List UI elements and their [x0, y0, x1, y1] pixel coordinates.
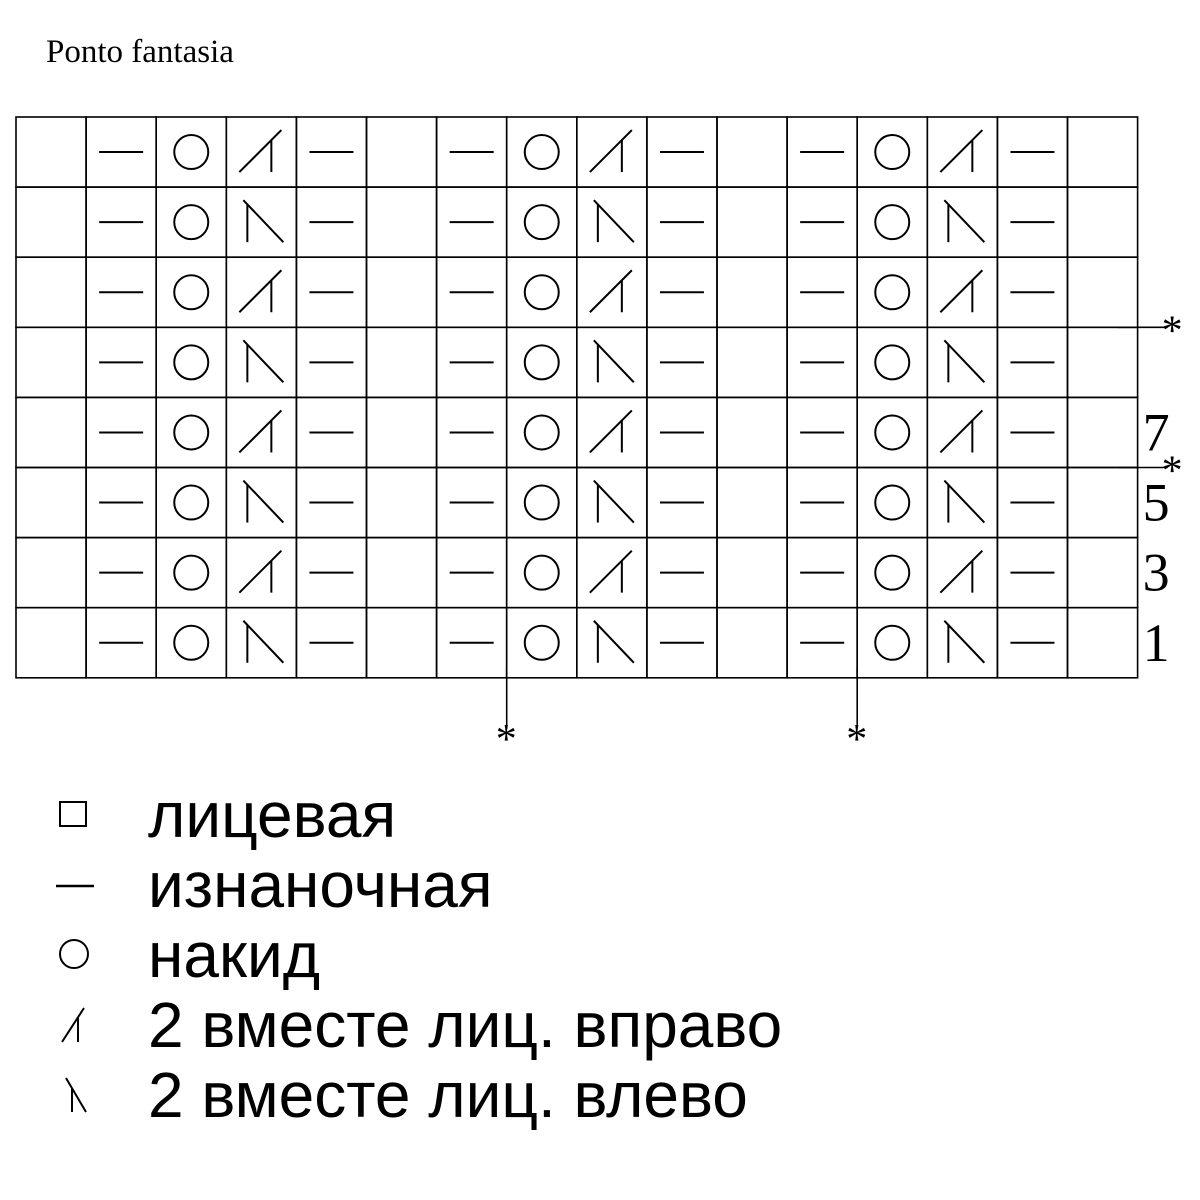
chart-cell	[577, 468, 647, 538]
chart-cell	[226, 468, 296, 538]
chart-cell	[857, 327, 927, 397]
chart-cell	[927, 397, 997, 467]
chart-cell	[367, 538, 437, 608]
chart-cell	[156, 608, 226, 678]
k2tog-left-symbol	[594, 481, 634, 523]
k2tog-left-symbol	[944, 200, 984, 242]
yarn-over-symbol	[174, 275, 208, 309]
chart-cell	[857, 257, 927, 327]
chart-cell	[577, 327, 647, 397]
yarn-over-symbol	[525, 415, 559, 449]
chart-cell	[226, 257, 296, 327]
k2tog-right-symbol	[590, 551, 632, 593]
chart-cell	[507, 187, 577, 257]
k2tog-right-symbol	[590, 130, 632, 172]
yarn-over-symbol	[525, 135, 559, 169]
k2tog-right-symbol	[590, 270, 632, 312]
k2tog-left-symbol	[243, 481, 283, 523]
chart-cell	[507, 397, 577, 467]
chart-cell	[367, 327, 437, 397]
k2tog-right-symbol	[940, 410, 982, 452]
chart-cell	[156, 397, 226, 467]
chart-cell	[226, 327, 296, 397]
square-icon	[50, 790, 110, 840]
chart-cell	[507, 117, 577, 187]
chart-title: Ponto fantasia	[46, 34, 234, 70]
chart-cell	[367, 608, 437, 678]
k2tog-left-symbol	[243, 621, 283, 663]
chart-cell	[367, 257, 437, 327]
chart-cell	[367, 187, 437, 257]
chart-cell	[1068, 397, 1138, 467]
chart-cell	[1068, 538, 1138, 608]
legend-label-yarn-over: накид	[148, 919, 321, 991]
yarn-over-symbol	[174, 135, 208, 169]
circle-icon	[50, 930, 110, 980]
chart-cell	[577, 117, 647, 187]
k2tog-left-symbol	[944, 481, 984, 523]
chart-cell	[507, 538, 577, 608]
yarn-over-symbol	[875, 626, 909, 660]
legend	[50, 780, 1150, 1130]
yarn-over-symbol	[875, 135, 909, 169]
row-number: 5	[1142, 472, 1170, 533]
chart-cell	[857, 397, 927, 467]
yarn-over-symbol	[174, 205, 208, 239]
chart-cell	[577, 187, 647, 257]
yarn-over-symbol	[875, 345, 909, 379]
chart-cell	[156, 327, 226, 397]
legend-label-purl: изнаночная	[148, 849, 493, 921]
dash-icon	[50, 860, 110, 910]
chart-cell	[226, 187, 296, 257]
chart-cell	[507, 327, 577, 397]
chart-cell	[717, 187, 787, 257]
chart-cell	[1068, 257, 1138, 327]
chart-cell	[577, 608, 647, 678]
chart-cell	[1068, 117, 1138, 187]
chart-cell	[156, 117, 226, 187]
k2tog-right-symbol	[590, 410, 632, 452]
k2tog-left-symbol	[944, 621, 984, 663]
k2tog-right-symbol	[940, 270, 982, 312]
k2tog-right-symbol	[239, 130, 281, 172]
yarn-over-symbol	[875, 415, 909, 449]
left-decrease-icon	[50, 1070, 110, 1120]
chart-cell	[577, 397, 647, 467]
chart-cell	[16, 397, 86, 467]
legend-label-k2tog-left: 2 вместе лиц. влево	[148, 1059, 748, 1131]
chart-cell	[16, 538, 86, 608]
chart-cell	[226, 117, 296, 187]
chart-cell	[717, 327, 787, 397]
chart-cell	[577, 257, 647, 327]
chart-cell	[717, 468, 787, 538]
row-number: 3	[1142, 542, 1170, 603]
chart-cell	[857, 538, 927, 608]
yarn-over-symbol	[174, 626, 208, 660]
legend-item-k2tog-right	[50, 990, 1150, 1060]
chart-cell	[927, 468, 997, 538]
right-decrease-icon	[50, 1000, 110, 1050]
chart-cell	[1068, 468, 1138, 538]
chart-cell	[16, 468, 86, 538]
chart-cell	[717, 257, 787, 327]
k2tog-right-symbol	[940, 130, 982, 172]
chart-cell	[927, 327, 997, 397]
yarn-over-symbol	[525, 345, 559, 379]
yarn-over-symbol	[174, 556, 208, 590]
chart-cell	[927, 187, 997, 257]
yarn-over-symbol	[174, 415, 208, 449]
chart-cell	[16, 117, 86, 187]
chart-cell	[927, 257, 997, 327]
chart-cell	[717, 608, 787, 678]
chart-cell	[1068, 327, 1138, 397]
k2tog-right-symbol	[239, 270, 281, 312]
repeat-marker: *	[846, 716, 868, 763]
yarn-over-symbol	[875, 556, 909, 590]
legend-item-k2tog-left	[50, 1060, 1150, 1130]
chart-cell	[156, 468, 226, 538]
chart-cell	[927, 117, 997, 187]
yarn-over-symbol	[525, 556, 559, 590]
chart-cell	[16, 327, 86, 397]
legend-label-k2tog-right: 2 вместе лиц. вправо	[148, 989, 783, 1061]
k2tog-left-symbol	[594, 200, 634, 242]
chart-cell	[156, 257, 226, 327]
chart-cell	[156, 538, 226, 608]
legend-label-knit: лицевая	[148, 779, 397, 851]
chart-cell	[16, 257, 86, 327]
yarn-over-symbol	[174, 345, 208, 379]
chart-cell	[16, 608, 86, 678]
chart-cell	[226, 608, 296, 678]
chart-cell	[226, 538, 296, 608]
chart-cell	[857, 117, 927, 187]
chart-cell	[857, 608, 927, 678]
chart-cell	[226, 397, 296, 467]
k2tog-right-symbol	[940, 551, 982, 593]
chart-cell	[16, 187, 86, 257]
repeat-marker: *	[1161, 448, 1183, 495]
chart-cell	[857, 468, 927, 538]
yarn-over-symbol	[525, 275, 559, 309]
k2tog-left-symbol	[243, 340, 283, 382]
yarn-over-symbol	[525, 486, 559, 520]
yarn-over-symbol	[525, 626, 559, 660]
row-number: 7	[1142, 402, 1170, 463]
repeat-marker: *	[495, 716, 517, 763]
chart-cell	[507, 608, 577, 678]
chart-cell	[717, 538, 787, 608]
chart-cell	[1068, 608, 1138, 678]
k2tog-right-symbol	[239, 551, 281, 593]
yarn-over-symbol	[875, 486, 909, 520]
k2tog-left-symbol	[944, 340, 984, 382]
chart-cell	[857, 187, 927, 257]
chart-cell	[367, 397, 437, 467]
legend-item-yarn-over	[50, 920, 1150, 990]
k2tog-left-symbol	[243, 200, 283, 242]
chart-cell	[927, 608, 997, 678]
chart-cell	[367, 468, 437, 538]
chart-cell	[717, 117, 787, 187]
chart-cell	[156, 187, 226, 257]
repeat-marker: *	[1161, 308, 1183, 355]
k2tog-right-symbol	[239, 410, 281, 452]
yarn-over-symbol	[875, 275, 909, 309]
chart-cell	[367, 117, 437, 187]
chart-cell	[717, 397, 787, 467]
yarn-over-symbol	[525, 205, 559, 239]
chart-cell	[1068, 187, 1138, 257]
k2tog-left-symbol	[594, 621, 634, 663]
chart-cell	[927, 538, 997, 608]
yarn-over-symbol	[875, 205, 909, 239]
chart-cell	[507, 257, 577, 327]
chart-cell	[577, 538, 647, 608]
k2tog-left-symbol	[594, 340, 634, 382]
legend-item-knit	[50, 780, 1150, 850]
row-number: 1	[1142, 612, 1170, 673]
legend-item-purl	[50, 850, 1150, 920]
yarn-over-symbol	[174, 486, 208, 520]
chart-cell	[507, 468, 577, 538]
